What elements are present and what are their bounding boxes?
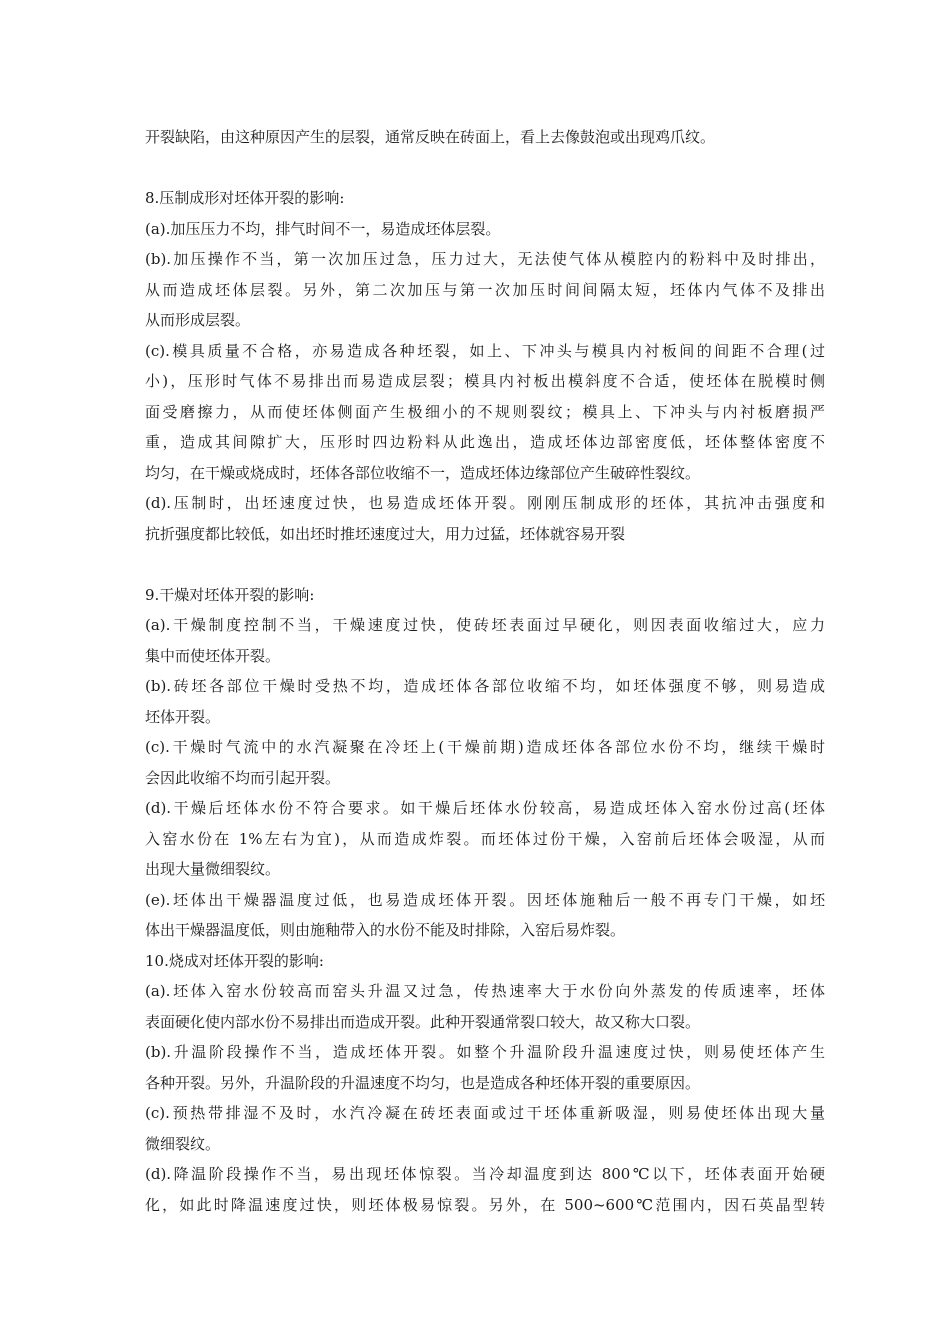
paragraph [145,1037,825,1098]
paragraph [145,580,825,611]
paragraph [145,671,825,732]
text-line: (c).干燥时气流中的水汽凝聚在冷坯上(干燥前期)造成坯体各部位水份不均，继续干燥时 [145,738,825,756]
text-line: 表面硬化使内部水份不易排出而造成开裂。此种开裂通常裂口较大，故又称大口裂。 [145,1012,701,1031]
text-line: 集中而使坯体开裂。 [145,646,281,665]
text-line: 均匀，在干燥或烧成时，坯体各部位收缩不一，造成坯体边缘部位产生破碎性裂纹。 [145,463,701,482]
paragraph [145,183,825,214]
text-line: 化，如此时降温速度过快，则坯体极易惊裂。另外，在 500~600℃范围内，因石英晶型转 [145,1195,825,1214]
paragraph [145,488,825,549]
text-line: (d).干燥后坯体水份不符合要求。如干燥后坯体水份较高，易造成坯体入窑水份过高(坯体 [145,799,825,817]
text-line: (a).干燥制度控制不当，干燥速度过快，使砖坯表面过早硬化，则因表面收缩过大，应力 [145,616,825,634]
paragraph [145,732,825,793]
paragraph [145,1098,825,1159]
paragraph [145,122,825,153]
text-line: 面受磨擦力，从而使坯体侧面产生极细小的不规则裂纹；模具上、下冲头与内衬板磨损严 [145,402,825,421]
text-line: 体出干燥器温度低，则由施釉带入的水份不能及时排除，入窑后易炸裂。 [145,921,626,939]
text-line: 9.干燥对坯体开裂的影响: [145,585,315,604]
document-page [145,122,825,1220]
text-line: 各种开裂。另外，升温阶段的升温速度不均匀，也是造成各种坯体开裂的重要原因。 [145,1073,701,1092]
text-line: 小)，压形时气体不易排出而易造成层裂；模具内衬板出模斜度不合适，使坯体在脱模时侧 [145,372,825,390]
text-line: (b).加压操作不当，第一次加压过急，压力过大，无法使气体从模腔内的粉料中及时排出， [145,250,825,268]
text-line: 从而形成层裂。 [145,311,251,329]
paragraph-gap [145,549,825,580]
text-line: 从而造成坯体层裂。另外，第二次加压与第一次加压时间间隔太短，坯体内气体不及排出 [145,280,825,299]
text-line: (b).砖坯各部位干燥时受热不均，造成坯体各部位收缩不均，如坯体强度不够，则易造成 [145,677,825,695]
text-line: 10.烧成对坯体开裂的影响: [145,951,324,970]
text-line: (a).加压压力不均，排气时间不一，易造成坯体层裂。 [145,219,501,238]
paragraph [145,1159,825,1220]
paragraph [145,976,825,1037]
text-line: 入窑水份在 1%左右为宜)，从而造成炸裂。而坯体过份干燥，入窑前后坯体会吸湿，从而 [145,829,825,848]
paragraph [145,244,825,336]
text-line: (d).压制时，出坯速度过快，也易造成坯体开裂。刚刚压制成形的坯体，其抗冲击强度和 [145,494,825,512]
text-line: 重，造成其间隙扩大，压形时四边粉料从此逸出，造成坯体边部密度低，坯体整体密度不 [145,433,825,451]
text-line: 开裂缺陷，由这种原因产生的层裂，通常反映在砖面上，看上去像鼓泡或出现鸡爪纹。 [145,128,716,146]
paragraph [145,336,825,489]
text-line: 抗折强度都比较低，如出坯时推坯速度过大，用力过猛，坯体就容易开裂 [145,524,626,543]
text-line: 坯体开裂。 [145,707,221,726]
text-line: 微细裂纹。 [145,1134,221,1153]
text-line: 出现大量微细裂纹。 [145,860,281,878]
text-line: (e).坯体出干燥器温度过低，也易造成坯体开裂。因坯体施釉后一般不再专门干燥，如坯 [145,890,825,909]
text-line: (a).坯体入窑水份较高而窑头升温又过急，传热速率大于水份向外蒸发的传质速率，坯体 [145,982,825,1000]
paragraph [145,946,825,977]
text-line: (c).预热带排湿不及时，水汽冷凝在砖坯表面或过干坯体重新吸湿，则易使坯体出现大量 [145,1104,825,1122]
text-line: (b).升温阶段操作不当，造成坯体开裂。如整个升温阶段升温速度过快，则易使坯体产生 [145,1043,825,1061]
paragraph [145,610,825,671]
paragraph [145,885,825,946]
text-line: (d).降温阶段操作不当，易出现坯体惊裂。当冷却温度到达 800℃以下，坯体表面开始硬 [145,1165,825,1183]
text-line: 会因此收缩不均而引起开裂。 [145,768,341,787]
paragraph-gap [145,153,825,184]
paragraph [145,214,825,245]
text-line: (c).模具质量不合格，亦易造成各种坯裂，如上、下冲头与模具内衬板间的间距不合理(过 [145,341,825,360]
text-line: 8.压制成形对坯体开裂的影响: [145,189,345,207]
paragraph [145,793,825,885]
